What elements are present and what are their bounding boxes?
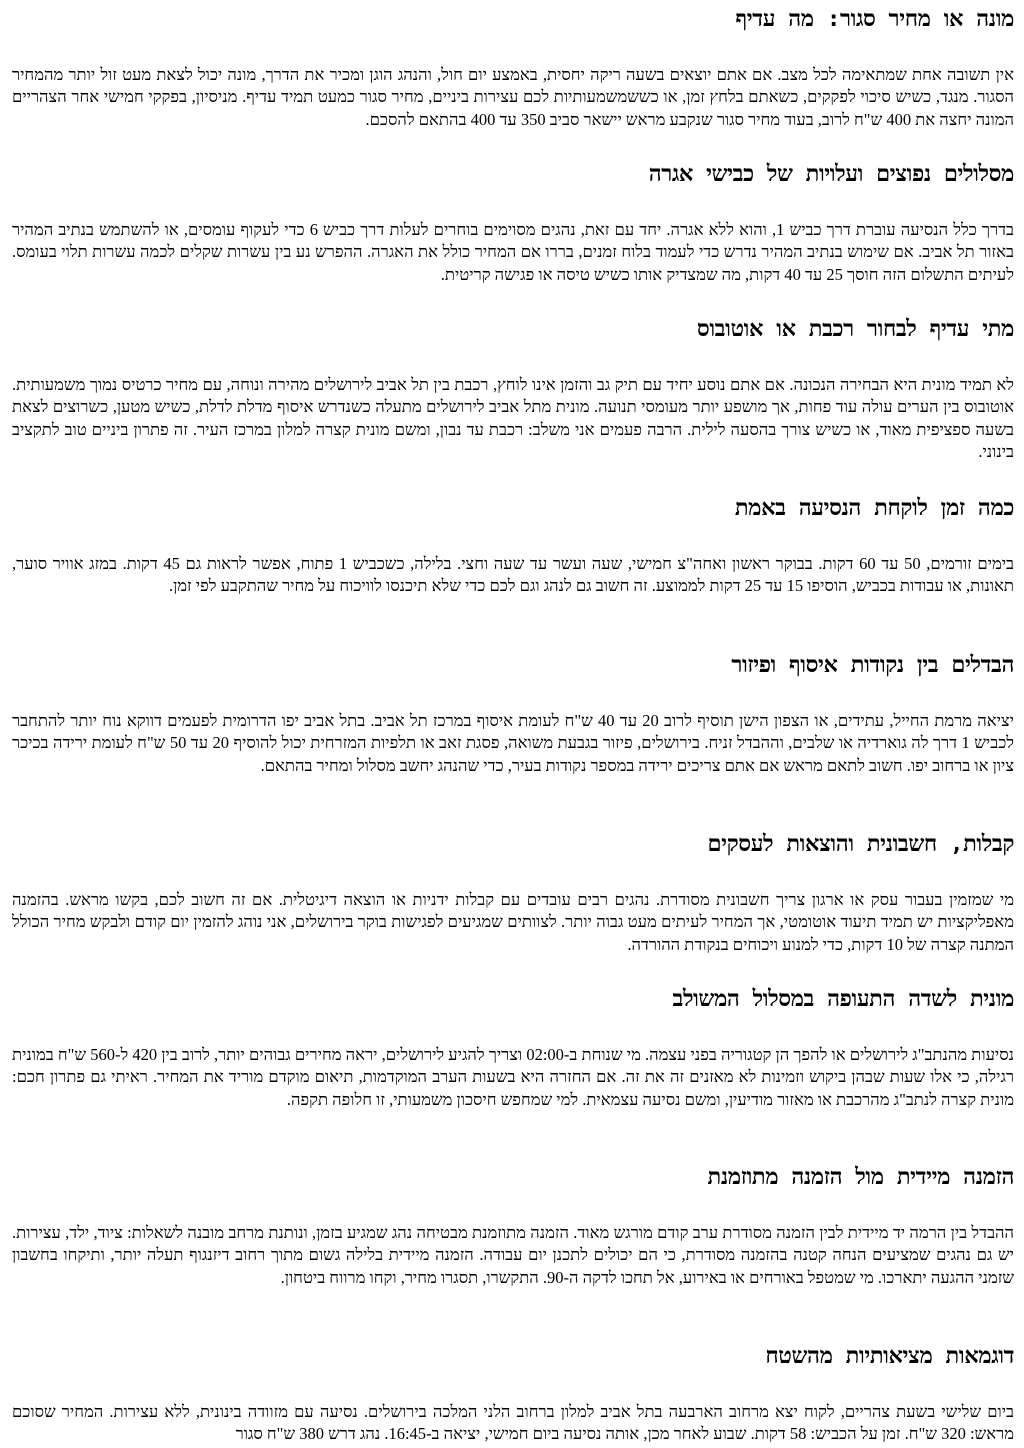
section-heading: מסלולים נפוצים ועלויות של כבישי אגרה	[648, 161, 1014, 187]
section-heading: מונית לשדה התעופה במסלול המשולב	[672, 986, 1014, 1012]
section-paragraph: ביום שלישי בשעת צהריים, לקוח יצא מרחוב הארבעה בתל אביב למלון ברחוב הלני המלכה בירושלים. נסיעה עם מזוודה בינונית, ללא עצירות. המחיר שסוכם מראש: 320 ש"ח. זמן על הכביש: 58 דקות. שבוע לאחר מכן, אותה נסיעה ביום חמישי, יציאה ב-16:45. נהג דרש 380 ש"ח סגור	[12, 1402, 1014, 1444]
section-paragraph: אין תשובה אחת שמתאימה לכל מצב. אם אתם יוצאים בשעה ריקה יחסית, באמצע יום חול, והנהג הוגן ומכיר את הדרך, מונה יכול לצאת מעט זול יותר מהמחיר הסגור. מנגד, כשיש סיכוי לפקקים, כשאתם בלחץ זמן, או כששמשמעותיות לכם עצירות ביניים, מחיר סגור כמעט תמיד עדיף. מניסיון, בפקקי חמישי אחר הצהריים המונה יחצה את 400 ש"ח לרוב, בעוד מחיר סגור שנקבע מראש יישאר סביב 350 עד 400 בהתאם להסכם.	[12, 65, 1014, 129]
section-meter-vs-fixed	[0, 5, 1024, 131]
section-pickup-dropoff	[0, 651, 1024, 777]
section-trip-duration	[0, 494, 1024, 598]
section-paragraph: מי שמזמין בעבור עסק או ארגון צריך חשבונית מסודרת. נהגים רבים עובדים עם קבלות ידניות או הוצאה דיגיטלית. אם זה חשוב לכם, בקשו מראש. בהזמנה מאפליקציות יש תמיד תיעוד אוטומטי, אך המחיר לעיתים מעט גבוה יותר. לצוותים שמגיעים לפגישות בוקר בירושלים, אני נוהג להזמין יום קודם ולבקש מחיר הכולל המתנה קצרה של 10 דקות, כדי למנוע ויכוחים בנקודת ההורדה.	[12, 890, 1014, 954]
section-paragraph: בדרך כלל הנסיעה עוברת דרך כביש 1, והוא ללא אגרה. יחד עם זאת, נהגים מסוימים בוחרים לעלות דרך כביש 6 כדי לעקוף עומסים, או להשתמש בנתיב המהיר באזור תל אביב. אם שימוש בנתיב המהיר נדרש כדי לעמוד בלוח זמנים, בררו אם המחיר כולל את האגרה. ההפרש נע בין עשרות שקלים לכמה עשרות תלוי בעומס. לעיתים התשלום הזה חוסך 25 עד 40 דקות, מה שמצדיק אותו כשיש טיסה או פגישה קריטית.	[12, 220, 1014, 284]
section-routes-tolls	[0, 160, 1024, 286]
section-heading: קבלות, חשבונית והוצאות לעסקים	[707, 831, 1014, 857]
section-heading: דוגמאות מציאותיות מהשטח	[765, 1343, 1014, 1369]
section-heading: הזמנה מיידית מול הזמנה מתוזמנת	[707, 1164, 1014, 1190]
section-paragraph: לא תמיד מונית היא הבחירה הנכונה. אם אתם נוסע יחיד עם תיק גב והזמן אינו לוחץ, רכבת בין תל אביב לירושלים מהירה ונוחה, עם מחיר כרטיס נמוך משמעותית. אוטובוס בין הערים עולה עוד פחות, אך מושפע יותר מעומסי תנועה. מונית מתל אביב לירושלים מתעלה כשנדרש איסוף מדלת לדלת, כשיש מטען, כשרוצים לצאת בשעה ספציפית מאוד, או כשיש צורך בהסעה לילית. הרבה פעמים אני משלב: רכבת עד נבון, ומשם מונית קצרה למלון במרכז העיר. זה פתרון ביניים טוב לתקציב בינוני.	[12, 375, 1014, 461]
section-heading: מתי עדיף לבחור רכבת או אוטובוס	[696, 316, 1014, 342]
section-field-examples	[0, 1342, 1024, 1446]
section-train-or-bus	[0, 315, 1024, 463]
section-heading: כמה זמן לוקחת הנסיעה באמת	[734, 495, 1014, 521]
section-airport-route	[0, 985, 1024, 1111]
section-heading: מונה או מחיר סגור: מה עדיף	[735, 6, 1014, 32]
section-paragraph: יציאה מרמת החייל, עתידים, או הצפון הישן תוסיף לרוב 20 עד 40 ש"ח לעומת איסוף במרכז תל אביב. בתל אביב יפו הדרומית לפעמים דווקא נוח יותר להתחבר לכביש 1 דרך לה גוארדיה או שלבים, וההבדל זניח. בירושלים, פיזור בגבעת משואה, פסגת זאב או תלפיות המזרחית יכול להוסיף 20 עד 50 ש"ח לעומת ירידה בכיכר ציון או ברחוב יפו. חשוב לתאם מראש אם אתם צריכים ירידה במספר נקודות בעיר, כדי שהנהג יחשב מסלול ומחיר בהתאם.	[12, 711, 1014, 775]
section-immediate-vs-scheduled	[0, 1163, 1024, 1289]
section-paragraph: בימים זורמים, 50 עד 60 דקות. בבוקר ראשון ואחה"צ חמישי, שעה ועשר עד שעה וחצי. בלילה, כשכביש 1 פתוח, אפשר לראות גם 45 דקות. במזג אוויר סוער, תאונות, או עבודות בכביש, הוסיפו 15 עד 25 דקות לממוצע. זה חשוב גם לנהג וגם לכם כדי שלא תיכנסו לוויכוח על מחיר שהתקבע לפי זמן.	[12, 554, 1015, 596]
section-heading: הבדלים בין נקודות איסוף ופיזור	[731, 652, 1014, 678]
section-paragraph: נסיעות מהנתב"ג לירושלים או להפך הן קטגוריה בפני עצמה. מי שנוחת ב-02:00 וצריך להגיע לירושלים, יראה מחירים גבוהים יותר, לרוב בין 420 ל-560 ש"ח במונית רגילה, כי אלו שעות שבהן ביקוש וזמינות לא מאזנים זה את זה. אם החזרה היא בשעות הערב המוקדמות, תיאום מוקדם מוריד את המחיר. ראיתי גם פתרון חכם: מונית קצרה לנתב"ג מהרכבת או מאזור מודיעין, ומשם נסיעה עצמאית. למי שמחפש חיסכון משמעותי, זו חלופה תקפה.	[12, 1045, 1014, 1109]
section-receipts-business	[0, 830, 1024, 956]
section-paragraph: ההבדל בין הרמה יד מיידית לבין הזמנה מסודרת ערב קודם מורגש מאוד. הזמנה מתוזמנת מבטיחה נהג שמגיע בזמן, ונותנת מרחב מובנה לשאלות: ציוד, ילד, עצירות. יש גם נהגים שמציעים הנחה קטנה בהזמנה מסודרת, כי הם יכולים לתכנן יום עבודה. הזמנה מיידית בלילה גשום מתוך רחוב דיזנגוף תעלה יותר, ותיקחו בחשבון שזמני ההגעה יתארכו. מי שמטפל באורחים או באירוע, אל תחכו לדקה ה-90. התקשרו, תסגרו מחיר, וקחו מרווח ביטחון.	[12, 1223, 1014, 1287]
